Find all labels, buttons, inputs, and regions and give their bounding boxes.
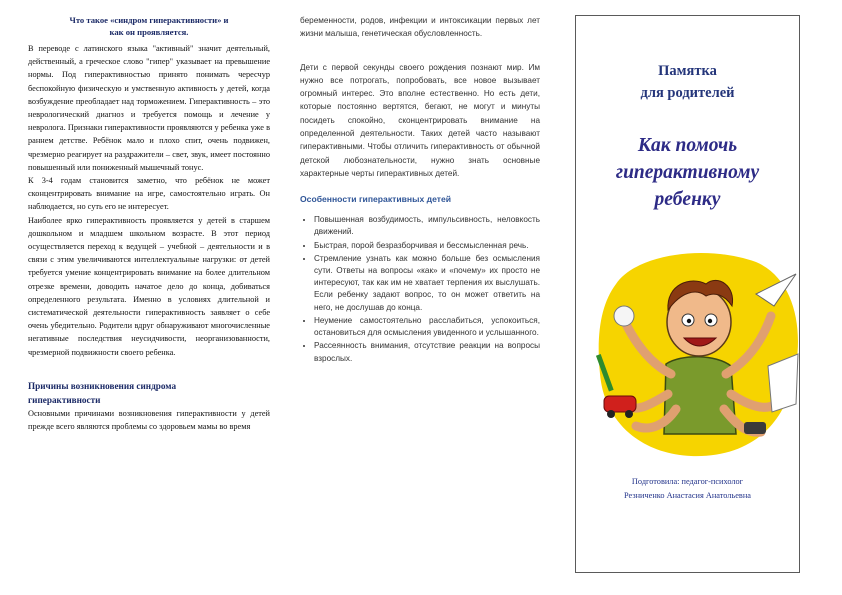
hyperactive-child-illustration	[596, 244, 801, 468]
left-column	[28, 14, 270, 433]
heading-line: Что такое «синдром гиперактивности» и	[69, 15, 229, 25]
section-heading-features: Особенности гиперактивных детей	[300, 194, 452, 205]
memo-title-line: для родителей	[640, 85, 735, 101]
paragraph-causes: Основными причинами возникновения гиперактивности у детей прежде всего являются проблемы со здоровьем мамы во время	[28, 408, 270, 432]
list-item: • Стремление узнать как можно больше без осмысления сути. Ответы на вопросы «как» и «почему» их просто не интересуют, так как им не хватает терпения их выслушать. Если ребенку задают вопрос, то он может ответить на него, не дослушав до конца.	[314, 253, 540, 314]
brochure-title	[576, 132, 799, 213]
section-heading-what-is	[28, 14, 270, 38]
credit-block	[576, 475, 799, 503]
list-item: • Повышенная возбудимость, импульсивность, неловкость движений.	[314, 214, 540, 238]
heading-line: гиперактивности	[28, 394, 101, 405]
list-item: • Рассеянность внимания, отсутствие реакции на вопросы взрослых.	[314, 340, 540, 364]
paper-ball	[614, 306, 634, 326]
middle-column	[300, 14, 540, 366]
section-heading-causes	[28, 379, 270, 407]
memo-title-line: Памятка	[658, 63, 717, 79]
paragraph-age-3-4: К 3-4 годам становится заметно, что ребёнок не может сконцентрировать внимание на игре, самостоятельно играть. Он наблюдается, но суть его не интересует.	[28, 176, 270, 212]
heading-line: как он проявляется.	[109, 27, 189, 37]
toy-car	[604, 396, 636, 412]
memo-title	[576, 60, 799, 104]
toy-car-wheel	[607, 410, 615, 418]
heading-line: Причины возникновения синдрома	[28, 380, 177, 391]
child-pupil	[687, 319, 691, 323]
paragraph-children-explore: Дети с первой секунды своего рождения познают мир. Им нужно все потрогать, попробовать, все новое вызывает огромный интерес. Это вполне естественно. Но есть дети, которые постоянно вертятся, бегают, не могут и минуты посидеть спокойно, сконцентрировать внимание на определенной деятельности. Таких детей часто называют гиперактивными. Чтобы отличить гиперактивность от обычной детской любознательности, нужно знать основные характерные черты гиперактивных детей.	[300, 62, 540, 178]
toy-phone	[744, 422, 766, 434]
child-pupil	[708, 319, 712, 323]
credit-line: Подготовила: педагог-психолог	[631, 477, 744, 486]
paragraph-school-age: Наиболее ярко гиперактивность проявляется у детей в старшем дошкольном и младшем школьном возрасте. В этот период осуществляется переход к ведущей – учебной – деятельности и в связи с этим увеличиваются интеллектуальные нагрузки: от детей требуется умение концентрировать внимание на более длительном отрезке времени, доводить начатое дело до конца, добиваться определенного результата. Именно в условиях длительной и систематической деятельности гиперактивность заявляет о себе очень убедительно. Родители вдруг обнаруживают многочисленные негативные последствия неусидчивости, неорганизованности, чрезмерной подвижности своего ребенка.	[28, 215, 270, 357]
list-item: • Неумение самостоятельно расслабиться, успокоиться, остановиться для осмысления увиденного и услышанного.	[314, 315, 540, 339]
brochure-title-line: гиперактивному	[615, 162, 760, 183]
cover-panel	[575, 15, 800, 573]
brochure-title-line: ребенку	[654, 189, 721, 210]
toy-car-wheel	[625, 410, 633, 418]
paragraph-causes-continued: беременности, родов, инфекции и интоксикации первых лет жизни малыша, генетическая обусловленность.	[300, 16, 540, 39]
child-body	[664, 357, 736, 434]
list-item: • Быстрая, порой безразборчивая и бессмысленная речь.	[314, 240, 540, 252]
paragraph-definition: В переводе с латинского языка "активный" значит деятельный, действенный, а греческое слово "гипер" указывает на превышение нормы. Под гиперактивностью принято понимать чересчур беспокойную физическую и умственную активность у детей, когда возбуждение преобладает над торможением. Гиперактивность – это неврологический диагноз и требуется помощь и лечение у невролога. Признаки гиперактивности проявляются у ребенка уже в раннем детстве. Ребёнок мало и плохо спит, очень подвижен, чрезмерно реагирует на раздражители – свет, звук, имеет постоянно повышенный или пониженный мышечный тонус.	[28, 44, 270, 172]
brochure-title-line: Как помочь	[637, 135, 738, 156]
credit-line: Резниченко Анастасия Анатольевна	[624, 491, 751, 500]
features-list	[300, 214, 540, 364]
